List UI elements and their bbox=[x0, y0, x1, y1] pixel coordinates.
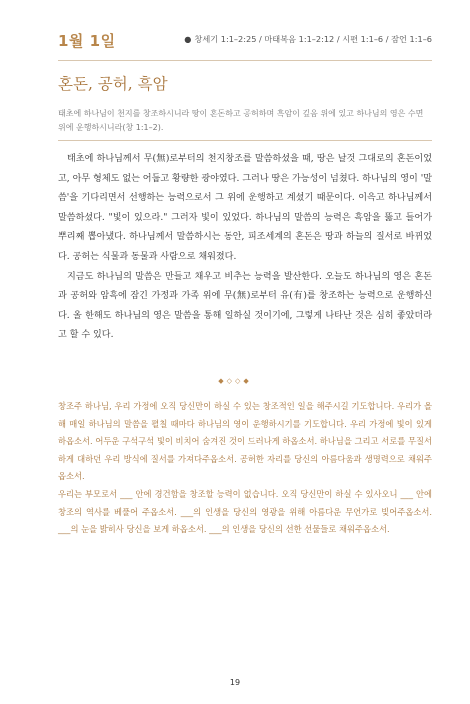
header-divider bbox=[58, 60, 432, 61]
prayer-paragraph: 우리는 부모로서 ___ 안에 경건함을 창조할 능력이 없습니다. 오직 당신만이 하실 수 있사오니 ___ 안에 창조의 역사를 베풀어 주옵소서. ___의 인생을 당신의 영광을 위해 아름다운 무언가로 빚어주옵소서. ___의 눈을 밝히사 당신을 보게 하옵소서. ___의 인생을 당신의 선한 선물들로 채워주옵소서. bbox=[58, 488, 432, 535]
devotion-body bbox=[58, 150, 432, 346]
page-number: 19 bbox=[229, 678, 241, 687]
body-paragraph: 태초에 하나님께서 무(無)로부터의 천지창조를 말씀하셨을 때, 땅은 날것 그대로의 혼돈이었고, 아무 형체도 없는 어둡고 황량한 광야였다. 그러나 땅은 가능성이 넘쳤다. 하나님의 영이 '말씀'을 기다리면서 선행하는 능력으로서 그 위에 운행하고 계셨기 때문이다. 이윽고 하나님께서 말씀하셨다. "빛이 있으라." 그러자 빛이 있었다. 하나님의 말씀의 능력은 흑암을 뚫고 들어가 뿌리째 뽑아냈다. 하나님께서 말씀하시는 동안, 피조세계의 혼돈은 땅과 하늘의 질서로 바뀌었다. 공허는 식물과 동물과 사람으로 채워졌다. bbox=[58, 154, 432, 262]
body-paragraph: 지금도 하나님의 말씀은 만들고 채우고 비추는 능력을 발산한다. 오늘도 하나님의 영은 혼돈과 공허와 암흑에 잠긴 가정과 가족 위에 무(無)로부터 유(有)를 창조하는 능력으로 운행하신다. 올 한해도 하나님의 영은 말씀을 통해 일하실 것이기에, 그렇게 나타난 것은 심히 좋았더라고 할 수 있다. bbox=[58, 271, 432, 341]
references-text: 창세기 1:1–2:25 / 마태복음 1:1–2:12 / 시편 1:1–6 / 잠언 1:1–6 bbox=[194, 34, 432, 44]
prayer-section bbox=[58, 398, 432, 539]
devotion-title: 혼돈, 공허, 흑암 bbox=[58, 75, 168, 93]
verse-divider bbox=[58, 140, 432, 141]
page-header bbox=[58, 30, 432, 56]
key-verse: 태초에 하나님이 천지를 창조하시니라 땅이 혼돈하고 공허하며 흑암이 깊음 위에 있고 하나님의 영은 수면 위에 운행하시니라(창 1:1–2). bbox=[58, 109, 424, 132]
date-heading: 1월 1일 bbox=[58, 32, 116, 50]
prayer-paragraph: 창조주 하나님, 우리 가정에 오직 당신만이 하실 수 있는 창조적인 일을 해주시길 기도합니다. 우리가 올해 매일 하나님의 말씀을 펼칠 때마다 하나님의 영이 운행하시기를 기도합니다. 우리 가정에 빛이 있게 하옵소서. 어두운 구석구석 빛이 비치어 숨겨진 것이 드러나게 하옵소서. 하나님을 그리고 서로를 무질서하게 대하던 우리 방식에 질서를 가져다주옵소서. 공허한 자리를 당신의 아름다움과 생명력으로 채워주옵소서. bbox=[58, 401, 432, 482]
reading-references bbox=[184, 34, 432, 45]
bullet-icon: ● bbox=[184, 34, 192, 44]
diamond-ornament-icon: ◆◇◇◆ bbox=[218, 377, 252, 385]
